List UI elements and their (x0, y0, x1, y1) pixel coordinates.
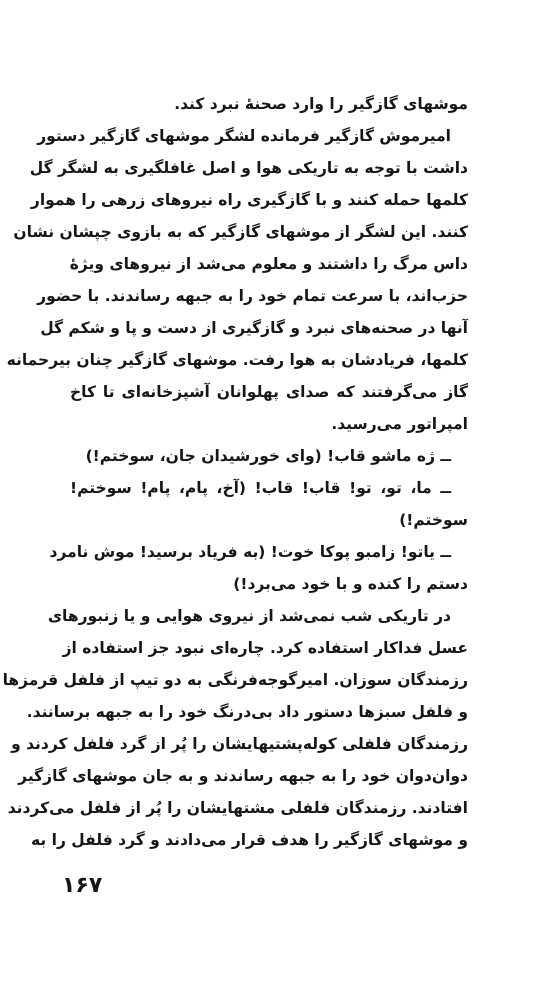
dialogue-line: دستم را کنده و با خود می‌برد!) (233, 575, 468, 593)
text-line: و فلفل سبزها دستور داد بی‌درنگ خود را به جبهه برسانند. (26, 703, 468, 721)
text-line: رزمندگان سوزان. امیرگوجه‌فرنگی به دو تیپ از فلفل قرمزها (2, 671, 468, 689)
text-line: امیرموش گازگیر فرمانده لشگر موشهای گازگیر دستور (37, 127, 451, 145)
text-line: دوان‌دوان خود را به جبهه رساندند و به جان موشهای گازگیر (18, 767, 468, 785)
text-line: داس مرگ را داشتند و معلوم می‌شد از نیروهای ویژهٔ (69, 255, 468, 273)
text-line: موشهای گازگیر را وارد صحنهٔ نبرد کند. (174, 95, 468, 113)
book-page-text (2, 88, 468, 856)
text-line: و موشهای گازگیر را هدف قرار می‌دادند و گرد فلفل را به (31, 831, 468, 849)
text-line: کلمها حمله کنند و با گازگیری راه نیروهای زرهی را هموار (30, 191, 468, 209)
text-line: رزمندگان فلفلی کوله‌پشتیهایشان را پُر از گرد فلفل کردند و (11, 735, 468, 753)
text-line: حزب‌اند، با سرعت تمام خود را به جبهه رساندند. با حضور (37, 287, 468, 305)
page-number: ۱۶۷ (62, 873, 103, 898)
dialogue-line: ــ ما، تو، تو! قاب! قاب! (آخ، پام، پام! سوختم! (70, 479, 451, 497)
text-line: عسل فداکار استفاده کرد. چاره‌ای نبود جز استفاده از (62, 639, 468, 657)
text-line: افتادند. رزمندگان فلفلی مشتهایشان را پُر از فلفل می‌کردند (7, 799, 468, 817)
dialogue-line: ــ یاتو! زامبو پوکا خوت! (به فریاد برسید! موش نامرد (49, 543, 451, 561)
dialogue-line: سوختم!) (399, 511, 468, 529)
text-line: داشت با توجه به تاریکی هوا و اصل غافلگیری به لشگر گل (29, 159, 468, 177)
text-line: گاز می‌گرفتند که صدای پهلوانان آشپزخانه‌ای تا کاخ (70, 383, 468, 401)
text-line: کنند. این لشگر از موشهای گازگیر که به بازوی چپشان نشان (13, 223, 468, 241)
text-line: در تاریکی شب نمی‌شد از نیروی هوایی و یا زنبورهای (47, 607, 451, 625)
text-line: کلمها، فریادشان به هوا رفت. موشهای گازگیر چنان بیرحمانه (6, 351, 468, 369)
text-line: آنها در صحنه‌های نبرد و گازگیری از دست و پا و شکم گل (40, 319, 468, 337)
text-line: امپراتور می‌رسید. (331, 415, 468, 433)
dialogue-line: ــ ژه ماشو قاب! (وای خورشیدان جان، سوختم!) (85, 447, 451, 465)
